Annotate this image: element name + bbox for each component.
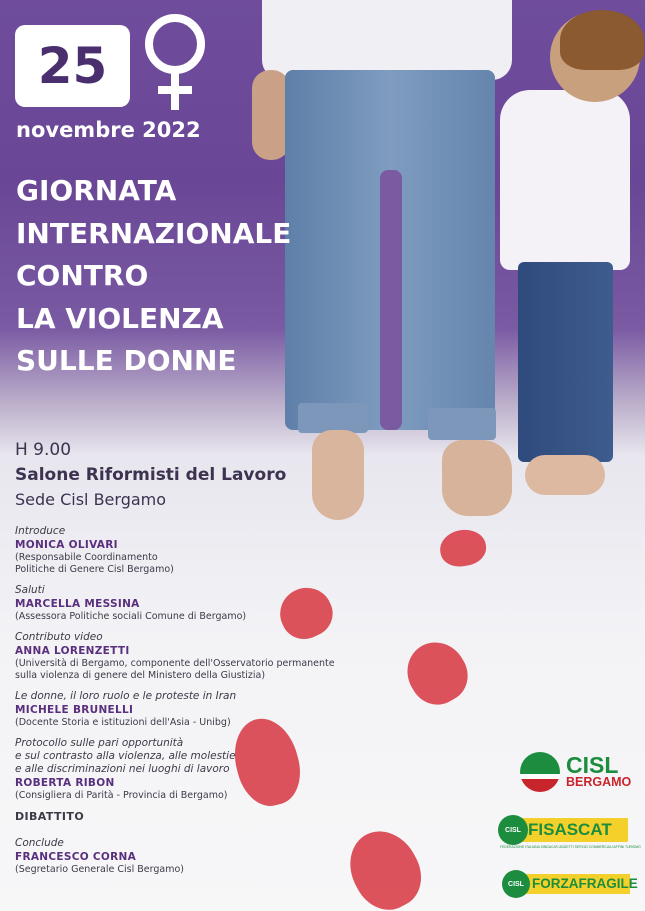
photo-foot-left bbox=[312, 430, 364, 520]
headline bbox=[16, 170, 316, 383]
program-role: Introduce bbox=[15, 525, 66, 537]
program-speaker: ROBERTA RIBON bbox=[15, 777, 115, 789]
photo-leg-gap bbox=[380, 170, 402, 430]
red-footprint bbox=[396, 632, 477, 715]
program-item bbox=[15, 584, 345, 623]
photo-child-feet bbox=[525, 455, 605, 495]
program-speaker: ANNA LORENZETTI bbox=[15, 645, 130, 657]
program-item bbox=[15, 525, 345, 576]
program-desc: (Segretario Generale Cisl Bergamo) bbox=[15, 864, 184, 875]
photo-child-jeans bbox=[518, 262, 613, 462]
headline-line: LA VIOLENZA bbox=[16, 301, 224, 335]
program-item bbox=[15, 737, 345, 802]
program-desc: (Università di Bergamo, componente dell'Osservatorio permanente bbox=[15, 658, 335, 669]
event-venue: Salone Riformisti del Lavoro bbox=[15, 465, 287, 485]
program-desc: sulla violenza di genere del Ministero della Giustizia) bbox=[15, 670, 266, 681]
program-desc: (Responsabile Coordinamento bbox=[15, 552, 158, 563]
program-role: Conclude bbox=[15, 837, 64, 849]
program-role: Saluti bbox=[15, 584, 45, 596]
program-role-multiline bbox=[15, 737, 345, 776]
program-item bbox=[15, 631, 345, 682]
program-speaker: MICHELE BRUNELLI bbox=[15, 704, 134, 716]
fisascat-logo-name: FISASCAT bbox=[522, 818, 628, 842]
program-item-closing bbox=[15, 837, 345, 876]
program-speaker: FRANCESCO CORNA bbox=[15, 851, 137, 863]
event-info bbox=[15, 438, 286, 512]
program-role: Le donne, il loro ruolo e le proteste in Iran bbox=[15, 690, 237, 702]
program-desc: (Assessora Politiche sociali Comune di Bergamo) bbox=[15, 611, 247, 622]
program-desc: (Consigliera di Parità - Provincia di Bergamo) bbox=[15, 790, 228, 801]
fisascat-logo bbox=[498, 815, 641, 851]
program-role-line: e alle discriminazioni nei luoghi di lavoro bbox=[15, 763, 230, 775]
headline-line: SULLE DONNE bbox=[16, 344, 237, 377]
program-item bbox=[15, 690, 345, 729]
date-month-year: novembre 2022 bbox=[16, 118, 201, 142]
red-footprint bbox=[437, 526, 489, 569]
fisascat-badge-icon: CISL bbox=[498, 815, 528, 845]
program-role-line: Protocollo sulle pari opportunità bbox=[15, 737, 184, 749]
program-role-line: e sul contrasto alla violenza, alle molestie bbox=[15, 750, 236, 762]
photo-foot-right bbox=[442, 440, 512, 516]
photo-child-shirt bbox=[500, 90, 630, 270]
headline-line: GIORNATA bbox=[16, 174, 177, 207]
cisl-bergamo-logo bbox=[520, 752, 635, 794]
program bbox=[15, 525, 345, 884]
cisl-logo-name: CISL bbox=[566, 752, 619, 778]
photo-child-hair bbox=[560, 10, 644, 70]
cisl-emblem-icon bbox=[520, 752, 560, 792]
photo-man-shirt bbox=[262, 0, 512, 80]
venus-symbol-icon bbox=[140, 12, 210, 112]
dibattito-label: DIBATTITO bbox=[15, 810, 85, 823]
headline-line: INTERNAZIONALE bbox=[16, 216, 292, 250]
program-speaker: MARCELLA MESSINA bbox=[15, 598, 140, 610]
red-footprint bbox=[337, 819, 433, 911]
program-speaker: MONICA OLIVARI bbox=[15, 539, 118, 551]
forzafragile-logo bbox=[502, 870, 638, 900]
headline-line: CONTRO bbox=[16, 259, 149, 292]
event-time: H 9.00 bbox=[15, 440, 72, 460]
forzafragile-badge-icon: CISL bbox=[502, 870, 530, 898]
photo-cuff-right bbox=[428, 408, 496, 440]
fisascat-tagline: FEDERAZIONE ITALIANA SINDACATI ADDETTI SERVIZI COMMERCIALI AFFINI TURISMO bbox=[500, 845, 641, 849]
program-role: Contributo video bbox=[15, 631, 103, 643]
program-desc: Politiche di Genere Cisl Bergamo) bbox=[15, 564, 174, 575]
forzafragile-logo-name: FORZAFRAGILE bbox=[526, 874, 630, 894]
photo-cuff-left bbox=[298, 403, 368, 433]
program-desc: (Docente Storia e istituzioni dell'Asia - Unibg) bbox=[15, 717, 231, 728]
date-day: 25 bbox=[15, 25, 130, 107]
cisl-logo-city: BERGAMO bbox=[566, 775, 632, 789]
event-site: Sede Cisl Bergamo bbox=[15, 490, 167, 509]
